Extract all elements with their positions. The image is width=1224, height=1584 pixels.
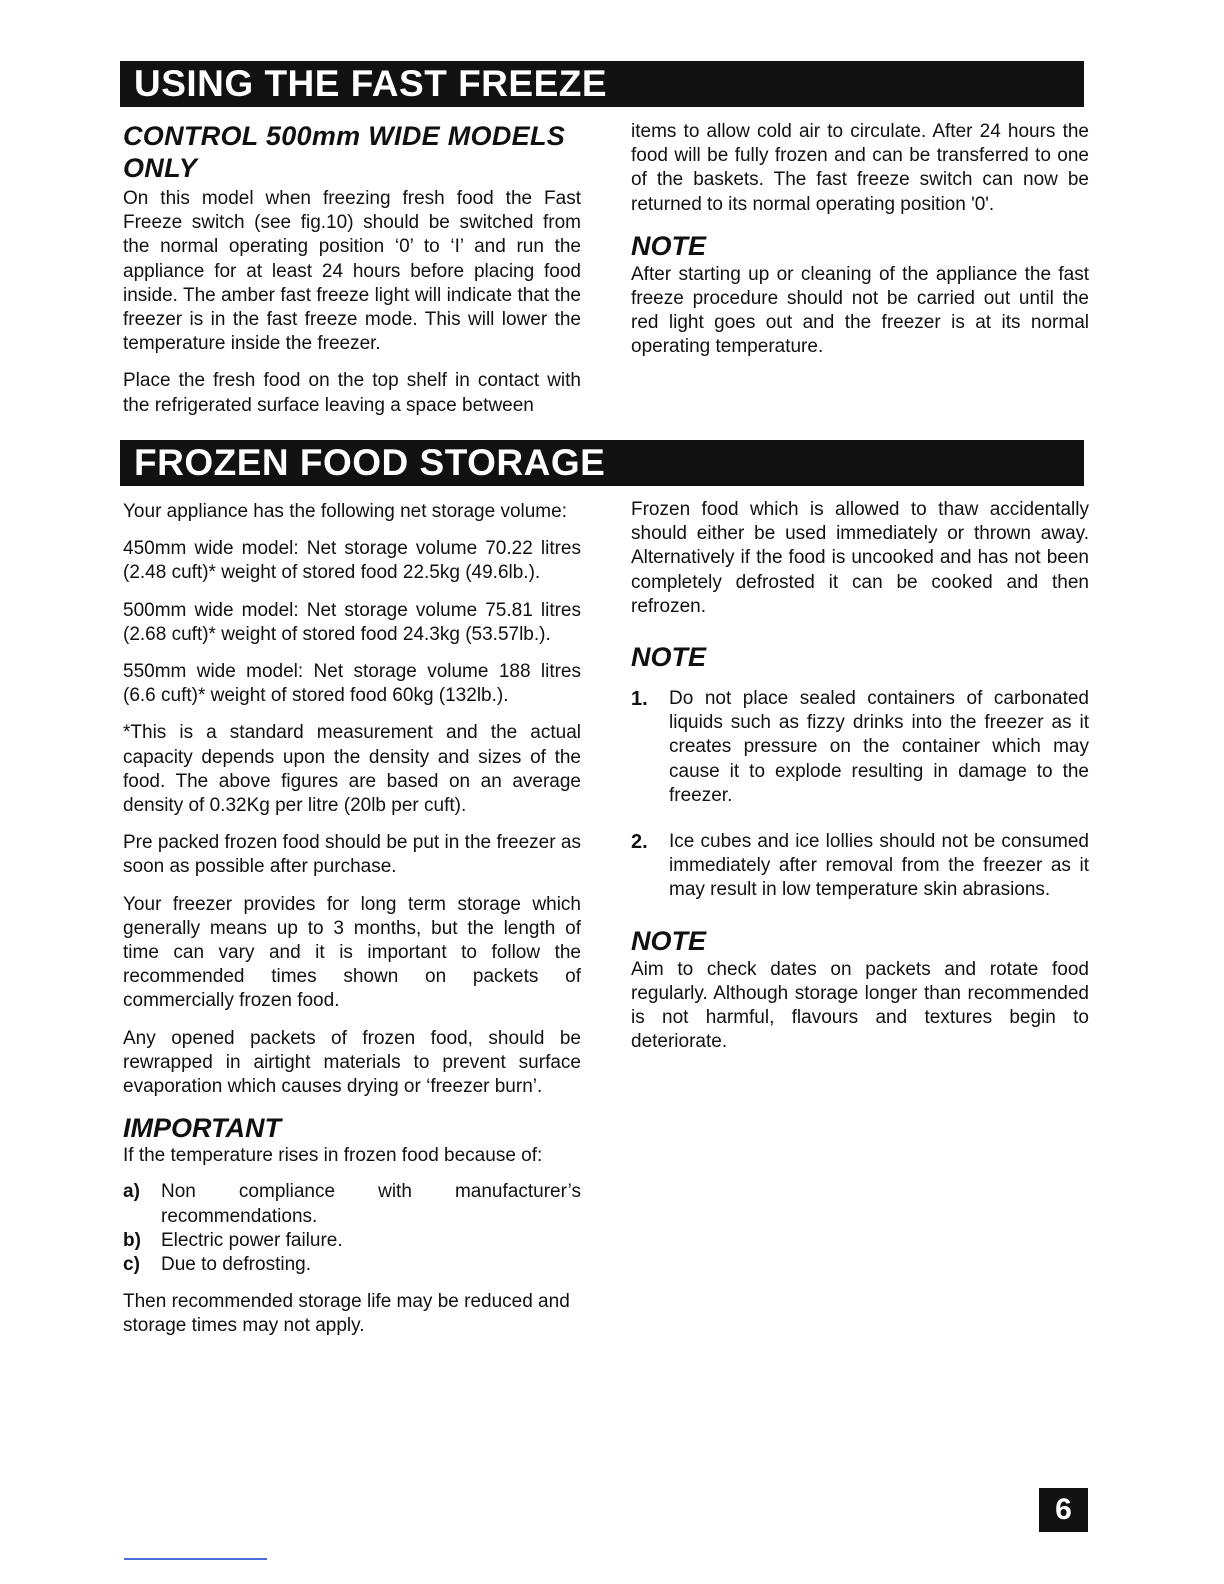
note-text: Aim to check dates on packets and rotate food regularly. Although storage longer than recommended is not harmful, flavours and textures begin to deteriorate. [631,958,1089,1053]
storage-right-column [631,498,1089,1067]
item-letter: c) [123,1254,140,1276]
list-item [631,830,1089,903]
fast-freeze-heading: CONTROL 500mm WIDE MODELS ONLY [123,121,566,183]
important-heading: IMPORTANT [123,1113,281,1144]
paragraph: Pre packed frozen food should be put in the freezer as soon as possible after purchase. [123,832,581,878]
note-heading: NOTE [631,925,707,956]
footer-divider [124,1558,267,1560]
paragraph: *This is a standard measurement and the actual capacity depends upon the density and sizes of the food. The above figures are based on an average density of 0.32Kg per litre (20lb per cuft). [123,722,581,817]
important-intro: If the temperature rises in frozen food because of: [123,1145,543,1167]
section-title: FROZEN FOOD STORAGE [134,442,606,483]
item-letter: b) [123,1229,141,1251]
section-banner-fast-freeze [120,61,1084,107]
item-letter: a) [123,1181,140,1203]
list-item [123,1229,581,1253]
storage-left-column [123,500,581,1352]
paragraph: Any opened packets of frozen food, should be rewrapped in airtight materials to prevent surface evaporation which causes drying or ‘freezer burn’. [123,1027,581,1098]
item-text: Electric power failure. [161,1229,343,1251]
paragraph: 550mm wide model: Net storage volume 188 litres (6.6 cuft)* weight of stored food 60kg (132lb.). [123,661,581,707]
paragraph: Frozen food which is allowed to thaw accidentally should either be used immediately or thrown away. Alternatively if the food is uncooked and has not been completely defrosted it can be cooked and then refrozen. [631,499,1089,617]
page-number-box [1039,1488,1088,1532]
fast-freeze-left-column [123,120,581,431]
section-banner-frozen-food-storage [120,440,1084,486]
paragraph: Your appliance has the following net storage volume: [123,501,567,522]
list-item [123,1180,581,1228]
paragraph: Place the fresh food on the top shelf in contact with the refrigerated surface leaving a space between [123,370,581,416]
item-text: Due to defrosting. [161,1254,311,1276]
paragraph: On this model when freezing fresh food the Fast Freeze switch (see fig.10) should be switched from the normal operating position ‘0’ to ‘I’ and run the appliance for at least 24 hours before placing food inside. The amber fast freeze light will indicate that the freezer is in the fast freeze mode. This will lower the temperature inside the freezer. [123,188,581,355]
item-text: Non compliance with manufacturer’s recommendations. [161,1181,581,1227]
fast-freeze-right-column [631,120,1089,373]
important-list [123,1180,581,1277]
note-text: After starting up or cleaning of the appliance the fast freeze procedure should not be carried out until the red light goes out and the freezer is at its normal operating temperature. [631,263,1089,358]
note-heading: NOTE [631,642,707,673]
section-title: USING THE FAST FREEZE [134,63,608,104]
paragraph: 450mm wide model: Net storage volume 70.22 litres (2.48 cuft)* weight of stored food 22.5kg (49.6lb.). [123,538,581,584]
paragraph: Your freezer provides for long term storage which generally means up to 3 months, but the length of time can vary and it is important to follow the recommended times shown on packets of commercially frozen food. [123,893,581,1012]
item-number: 1. [631,688,648,711]
list-item [123,1253,581,1277]
item-number: 2. [631,831,648,854]
paragraph: items to allow cold air to circulate. After 24 hours the food will be fully frozen and can be transferred to one of the baskets. The fast freeze switch can now be returned to its normal operating position '0'. [631,121,1089,215]
item-text: Do not place sealed containers of carbonated liquids such as fizzy drinks into the freezer as it creates pressure on the container which may cause it to explode resulting in damage to the freezer. [669,688,1089,806]
page-number: 6 [1055,1493,1072,1526]
important-outro: Then recommended storage life may be reduced and storage times may not apply. [123,1291,570,1337]
note-heading: NOTE [631,230,707,261]
note-numbered-list [631,687,1089,903]
item-text: Ice cubes and ice lollies should not be consumed immediately after removal from the freezer as it may result in low temperature skin abrasions. [669,831,1089,901]
paragraph: 500mm wide model: Net storage volume 75.81 litres (2.68 cuft)* weight of stored food 24.3kg (53.57lb.). [123,599,581,645]
list-item [631,687,1089,808]
